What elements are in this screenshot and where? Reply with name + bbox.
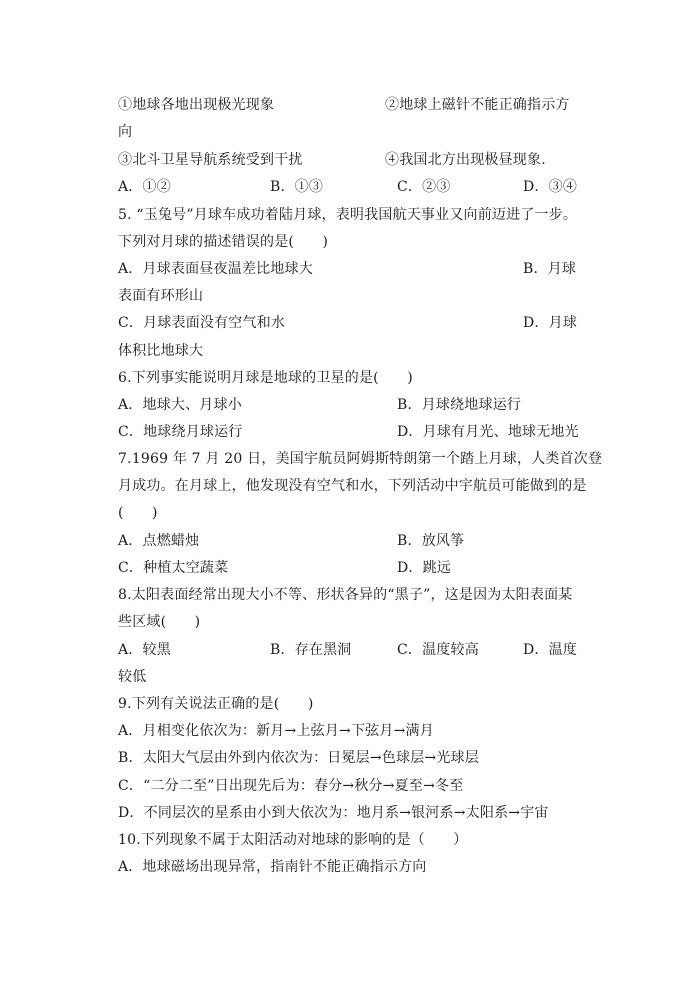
question-text: ( )	[118, 505, 158, 521]
question-text: 些区域( )	[118, 614, 201, 630]
answer-option: A．月球表面昼夜温差比地球大	[118, 261, 313, 277]
question-text: 下列对月球的描述错误的是( )	[118, 234, 329, 250]
answer-option: D．温度	[523, 642, 578, 658]
answer-option: B．太阳大气层由外到内依次为：日冕层→色球层→光球层	[118, 750, 479, 766]
question-text: 5. “玉兔号”月球车成功着陆月球，表明我国航天事业又向前迈进了一步。	[118, 207, 578, 223]
question-text: 月成功。在月球上，他发现没有空气和水，下列活动中宇航员可能做到的是	[118, 478, 587, 494]
answer-option: B．月球绕地球运行	[397, 397, 522, 413]
answer-option: A．①②	[118, 179, 171, 195]
answer-option: C．月球表面没有空气和水	[118, 315, 286, 331]
answer-option: B．放风筝	[397, 533, 465, 549]
question-text: 6.下列事实能说明月球是地球的卫星的是( )	[118, 370, 413, 386]
wrapped-text: 体积比地球大	[118, 343, 204, 359]
question-text: 10.下列现象不属于太阳活动对地球的影响的是（ ）	[118, 832, 468, 848]
answer-option: A．较黑	[118, 642, 171, 658]
answer-option: D．不同层次的星系由小到大依次为：地月系→银河系→太阳系→宇宙	[118, 805, 549, 821]
option-line: ④我国北方出现极昼现象.	[385, 152, 546, 168]
wrapped-text: 向	[118, 124, 133, 140]
answer-option: D．跳远	[397, 560, 452, 576]
answer-option: C．温度较高	[397, 642, 479, 658]
answer-option: D．月球	[523, 315, 578, 331]
question-text: 8.太阳表面经常出现大小不等、形状各异的“黑子”，这是因为太阳表面某	[118, 587, 573, 603]
answer-option: A．点燃蜡烛	[118, 533, 200, 549]
answer-option: D．③④	[523, 179, 578, 195]
question-text: 9.下列有关说法正确的是( )	[118, 696, 314, 712]
option-line: ③北斗卫星导航系统受到干扰	[118, 152, 303, 168]
answer-option: C．种植太空蔬菜	[118, 560, 229, 576]
answer-option: C．②③	[397, 179, 451, 195]
answer-option: A．月相变化依次为：新月→上弦月→下弦月→满月	[118, 723, 434, 739]
answer-option: B．存在黑洞	[270, 642, 352, 658]
wrapped-text: 较低	[118, 669, 147, 685]
answer-option: D．月球有月光、地球无地光	[397, 424, 579, 440]
answer-option: A．地球磁场出现异常，指南针不能正确指示方向	[118, 859, 427, 875]
answer-option: A．地球大、月球小	[118, 397, 242, 413]
answer-option: C．地球绕月球运行	[118, 424, 243, 440]
option-line: ①地球各地出现极光现象	[118, 97, 275, 113]
question-text: 7.1969 年 7 月 20 日，美国宇航员阿姆斯特朗第一个踏上月球，人类首次登	[118, 451, 603, 467]
answer-option: B．月球	[523, 261, 577, 277]
answer-option: C．“二分二至”日出现先后为：春分→秋分→夏至→冬至	[118, 778, 464, 794]
option-line: ②地球上磁针不能正确指示方	[385, 97, 570, 113]
wrapped-text: 表面有环形山	[118, 288, 204, 304]
answer-option: B．①③	[270, 179, 324, 195]
